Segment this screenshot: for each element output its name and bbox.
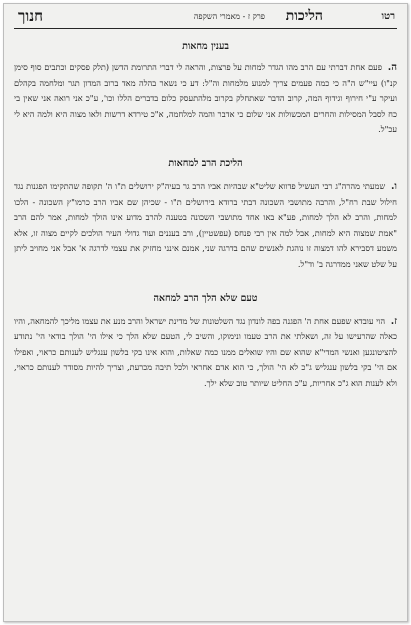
- paragraph-vav: [14, 179, 397, 273]
- paragraph-text: פעם אחת דברתי עם הרב מהו הגדר למחות על פרצות, והראה לי דברי התרומת הדשן (תלק פסקים וכתבים סוף סימן קנ"ו) עיי"ש ה"ה כי כמה פעמים צריך למנוע מלמחות וה"ל: דע כי נשאר בהלה מאד ברוב המדון תגר ומלחמה בקהלם ועיקר ע"י חירוף וגידוף המה, קרוב הדבר שאתחלק בקרוב מלהתעסק כלום בדברים הללו וכו', ע"כ אני רואה אני שאין בי כח לסבל המסילות והחרים המכשולות אני שלום כי אדבר והמה למלחמה, א"כ טירדא דרשות ולאו מצוה היא ולמה היא לי עכ"ל.: [14, 62, 397, 135]
- paragraph-number: ז.: [390, 315, 397, 327]
- running-title: חנוך: [18, 7, 43, 25]
- book-page: [14, 8, 397, 615]
- paragraph-text: שמעתי מהרה"ג רבי העשיל פדווא שליט"א שבהיות אביו הרב גר בעיה"ק ירושלים ת"ו ה' תקופה שהתקימו הפגנות נגד חילול שבת רח"ל, והרבה מתושבי השכונה דבתי ברודא בירושלים ת"ו - שכיהן שם אביו הרב כרמו"ץ השכונה - הלכו למחות, והרב לא הלך למחות, פע"א באו אחד מתושבי השכונה בטענה להרב מדוע אינו הולך למחות, אמר להם הרב "אמת שמצוה היא למחות, אבל למה אין רבי פנחס (עפשטיין), ורב בעננים ועוד גדולי העיר הולכים לקיים מצוה זו, אלא משמע דסבירא להו דמצוה זו נוהגת לאנשים שהם בדרגה שני, אמנם אינני מחזיק את עצמי לדרגה א' אבל אני מחויב ליתן על שלט שאני ממדרגה ב' וד"ל.: [14, 180, 397, 269]
- running-header: [14, 8, 397, 29]
- paragraph-number: ו.: [390, 180, 397, 192]
- section-subhead: בענין מחאות: [182, 41, 229, 52]
- paragraph-he: [14, 60, 397, 138]
- page-frame: [3, 3, 408, 622]
- book-title: הליכות: [285, 8, 323, 24]
- page-number: רטו: [381, 11, 395, 22]
- section-title: הליכת הרב למחאות: [168, 157, 243, 169]
- paragraph-text: הוי עובדא שפעם אחת ה' הפגנה בפה לונדון נגד השלטונות של מדינת ישראל והרב מנע את עצמו מליכך להמחאה, והיו כאלה שהרעישו על זה, ושאלתי את הרב טעמו ונימוקו, והשיב לי, הטעם שלא הלך כי אילו הי' הולך בודאי הי' נתודע להציטונגען ואנשי המדי"א שהוא שם והיו שואלים ממנו כמה שאלות, והוא אינו בקי בלשון ענגליש לענותם כראוי, ואפילו אם הי' בקי בלשון ענגליש ג"כ לא הי' הולך, כי הוא אדם אחראי ולכל תיבה מכרעת, וצריך להיות מסודר לענותם כראוי, ולא לענות הוא ג"כ אחריות, ע"כ החליט שיותר טוב שלא ילך.: [14, 315, 397, 388]
- chapter-label: פרק ז - מאמרי השקפה: [193, 12, 265, 21]
- paragraph-zayin: [14, 314, 397, 392]
- paragraph-number: ה.: [387, 62, 397, 73]
- section-title: טעם שלא הלך הרב למחאה: [153, 292, 258, 304]
